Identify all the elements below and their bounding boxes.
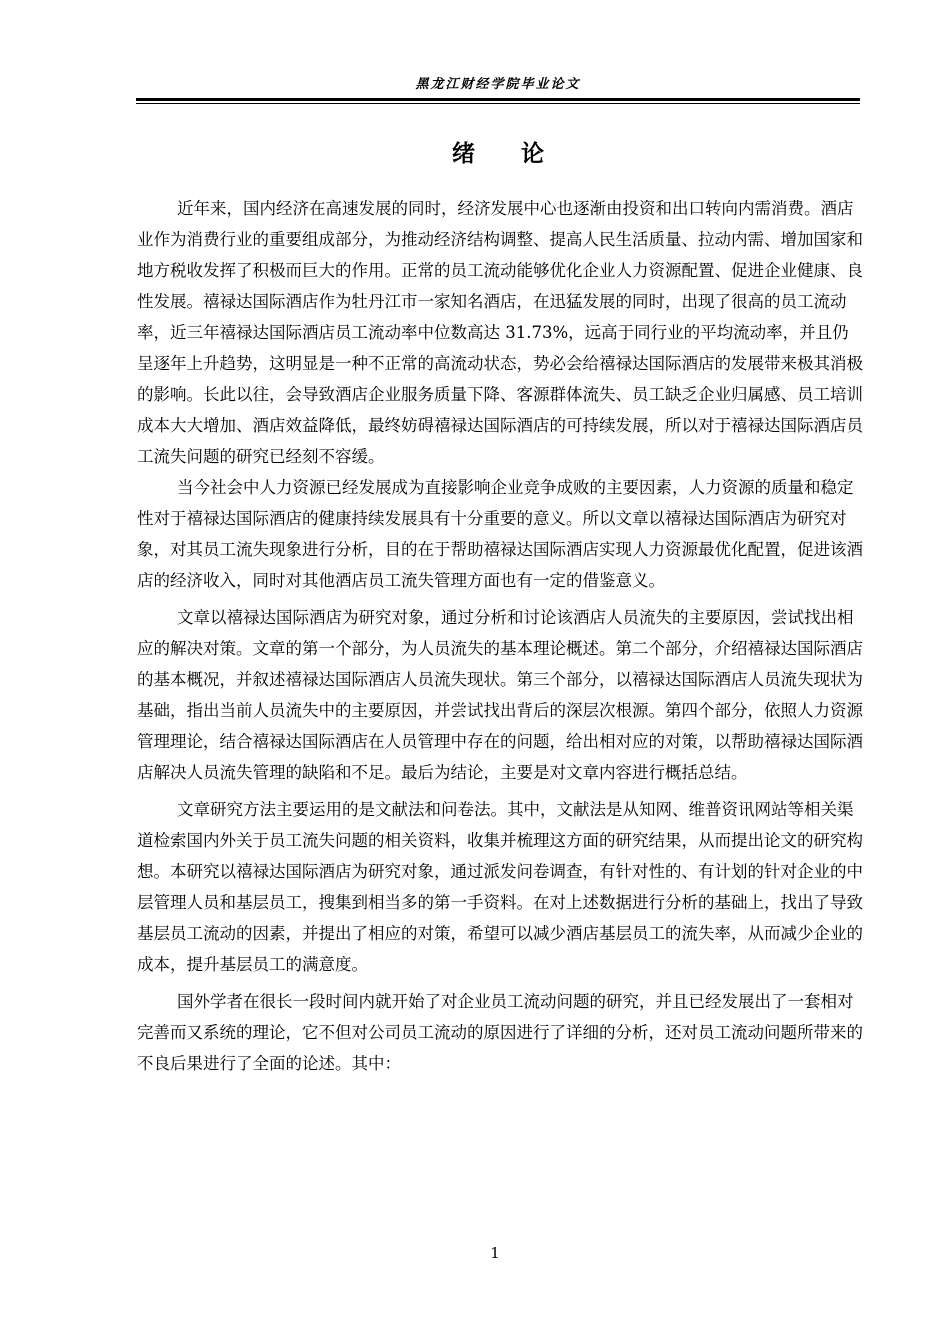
header-rule-thick <box>136 98 860 101</box>
body-text <box>137 193 863 1079</box>
page-number: 1 <box>490 1244 500 1262</box>
paragraph-1: 近年来，国内经济在高速发展的同时，经济发展中心也逐渐由投资和出口转向内需消费。酒店业作为消费行业的重要组成部分，为推动经济结构调整、提高人民生活质量、拉动内需、增加国家和地方税收发挥了积极而巨大的作用。正常的员工流动能够优化企业人力资源配置、促进企业健康、良性发展。禧禄达国际酒店作为牡丹江市一家知名酒店，在迅猛发展的同时，出现了很高的员工流动率，近三年禧禄达国际酒店员工流动率中位数高达 31.73%，远高于同行业的平均流动率，并且仍呈逐年上升趋势，这明显是一种不正常的高流动状态，势必会给禧禄达国际酒店的发展带来极其消极的影响。长此以往，会导致酒店企业服务质量下降、客源群体流失、员工缺乏企业归属感、员工培训成本大大增加、酒店效益降低，最终妨碍禧禄达国际酒店的可持续发展，所以对于禧禄达国际酒店员工流失问题的研究已经刻不容缓。 <box>137 199 863 466</box>
paragraph-2: 当今社会中人力资源已经发展成为直接影响企业竞争成败的主要因素，人力资源的质量和稳定性对于禧禄达国际酒店的健康持续发展具有十分重要的意义。所以文章以禧禄达国际酒店为研究对象，对其员工流失现象进行分析，目的在于帮助禧禄达国际酒店实现人力资源最优化配置，促进该酒店的经济收入，同时对其他酒店员工流失管理方面也有一定的借鉴意义。 <box>137 478 863 590</box>
running-header: 黑龙江财经学院毕业论文 <box>415 77 581 92</box>
header-rule-thin <box>136 103 860 104</box>
paragraph-4: 文章研究方法主要运用的是文献法和问卷法。其中，文献法是从知网、维普资讯网站等相关渠道检索国内外关于员工流失问题的相关资料，收集并梳理这方面的研究结果，从而提出论文的研究构想。本研究以禧禄达国际酒店为研究对象，通过派发问卷调查，有针对性的、有计划的针对企业的中层管理人员和基层员工，搜集到相当多的第一手资料。在对上述数据进行分析的基础上，找出了导致基层员工流动的因素，并提出了相应的对策，希望可以减少酒店基层员工的流失率，从而减少企业的成本，提升基层员工的满意度。 <box>137 800 863 974</box>
chapter-title: 绪论 <box>452 140 590 167</box>
paragraph-3: 文章以禧禄达国际酒店为研究对象，通过分析和讨论该酒店人员流失的主要原因，尝试找出相应的解决对策。文章的第一个部分，为人员流失的基本理论概述。第二个部分，介绍禧禄达国际酒店的基本概况，并叙述禧禄达国际酒店人员流失现状。第三个部分，以禧禄达国际酒店人员流失现状为基础，指出当前人员流失中的主要原因，并尝试找出背后的深层次根源。第四个部分，依照人力资源管理理论，结合禧禄达国际酒店在人员管理中存在的问题，给出相对应的对策，以帮助禧禄达国际酒店解决人员流失管理的缺陷和不足。最后为结论，主要是对文章内容进行概括总结。 <box>137 608 863 782</box>
paragraph-5: 国外学者在很长一段时间内就开始了对企业员工流动问题的研究，并且已经发展出了一套相对完善而又系统的理论，它不但对公司员工流动的原因进行了详细的分析，还对员工流动问题所带来的不良后果进行了全面的论述。其中： <box>137 992 863 1073</box>
